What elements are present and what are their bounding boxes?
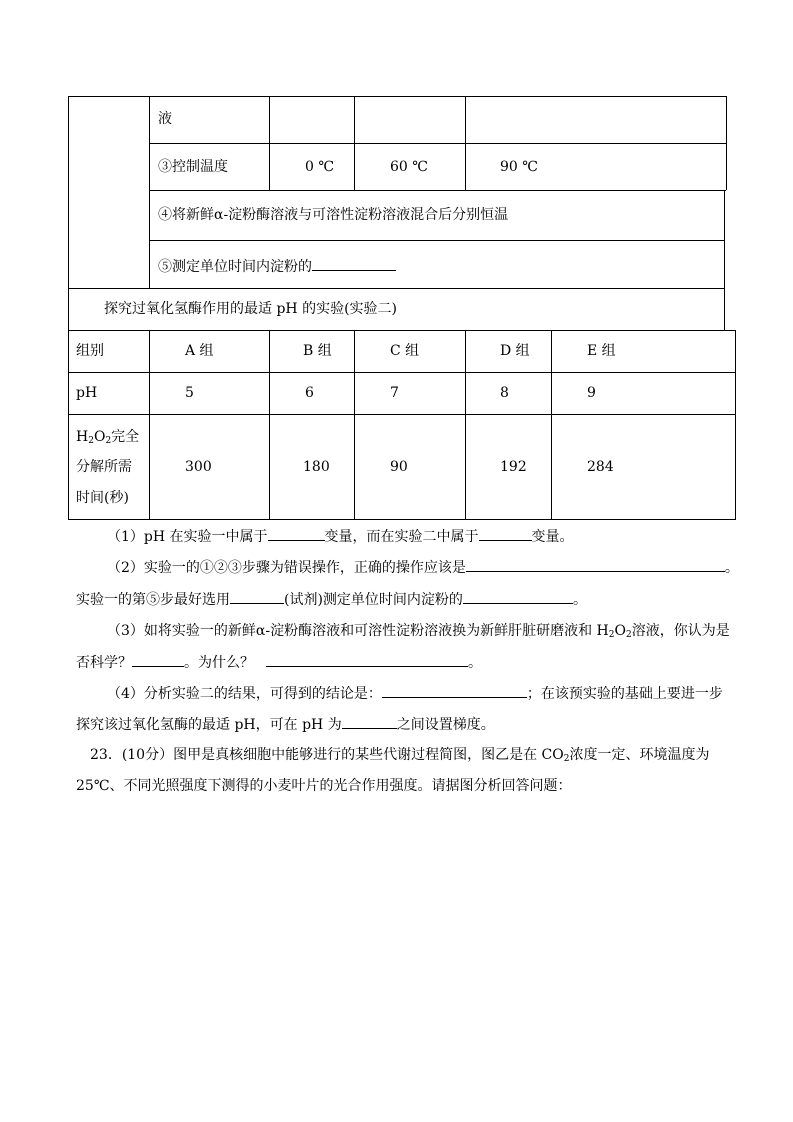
time-label-line2: 分解所需 (76, 459, 132, 475)
question-23-line2: 25℃、不同光照强度下测得的小麦叶片的光合作用强度。请据图分析回答问题： (76, 778, 572, 794)
question-3-line2: 否科学？ 。为什么？ 。 (76, 652, 482, 673)
question-2-line2: 实验一的第⑤步最好选用 (试剂)测定单位时间内淀粉的 。 (76, 589, 587, 610)
question-4-line1: （4）分析实验二的结果，可得到的结论是： ；在该预实验的基础上要进一步 (107, 683, 723, 704)
time-label-line1: $H_2O_2$完全 (76, 429, 140, 446)
header-c: C 组 (390, 343, 420, 359)
time-a: 300 (185, 459, 212, 475)
header-group: 组别 (76, 343, 104, 359)
ph-e: 9 (587, 385, 596, 401)
ph-c: 7 (390, 385, 399, 401)
time-label-line3: 时间(秒) (76, 490, 129, 506)
question-23-line1: 23．(10分）图甲是真核细胞中能够进行的某些代谢过程简图，图乙是在 $CO_2$浓度一定、环境温度为 (90, 747, 710, 764)
ph-d: 8 (500, 385, 509, 401)
ph-label: pH (76, 385, 98, 401)
time-d: 192 (500, 459, 527, 475)
cell-step4: ④将新鲜α-淀粉酶溶液与可溶性淀粉溶液混合后分别恒温 (158, 207, 509, 223)
cell-step5: ⑤测定单位时间内淀粉的 (158, 256, 396, 276)
cell-temp-label: ③控制温度 (158, 159, 228, 175)
exp2-title: 探究过氧化氢酶作用的最适 pH 的实验(实验二) (104, 301, 397, 317)
header-a: A 组 (185, 343, 214, 359)
question-2-line1: （2）实验一的①②③步骤为错误操作，正确的操作应该是 。 (107, 557, 739, 578)
ph-b: 6 (305, 385, 314, 401)
header-d: D 组 (500, 343, 530, 359)
header-b: B 组 (303, 343, 332, 359)
time-e: 284 (587, 459, 614, 475)
question-3-line1: （3）如将实验一的新鲜α-淀粉酶溶液和可溶性淀粉溶液换为新鲜肝脏研磨液和 $H_2O_2$溶液，你认为是 (107, 623, 730, 640)
time-b: 180 (303, 459, 330, 475)
cell-temp-c: 90 ℃ (500, 159, 538, 175)
ph-a: 5 (185, 385, 194, 401)
cell-temp-b: 60 ℃ (390, 159, 428, 175)
question-4-line2: 探究该过氧化氢酶的最适 pH，可在 pH 为 之间设置梯度。 (76, 714, 495, 735)
cell-liquid-continued: 液 (158, 111, 172, 127)
question-1: （1）pH 在实验一中属于 变量，而在实验二中属于 变量。 (107, 526, 574, 547)
time-c: 90 (390, 459, 408, 475)
header-e: E 组 (587, 343, 616, 359)
cell-temp-a: 0 ℃ (305, 159, 335, 175)
